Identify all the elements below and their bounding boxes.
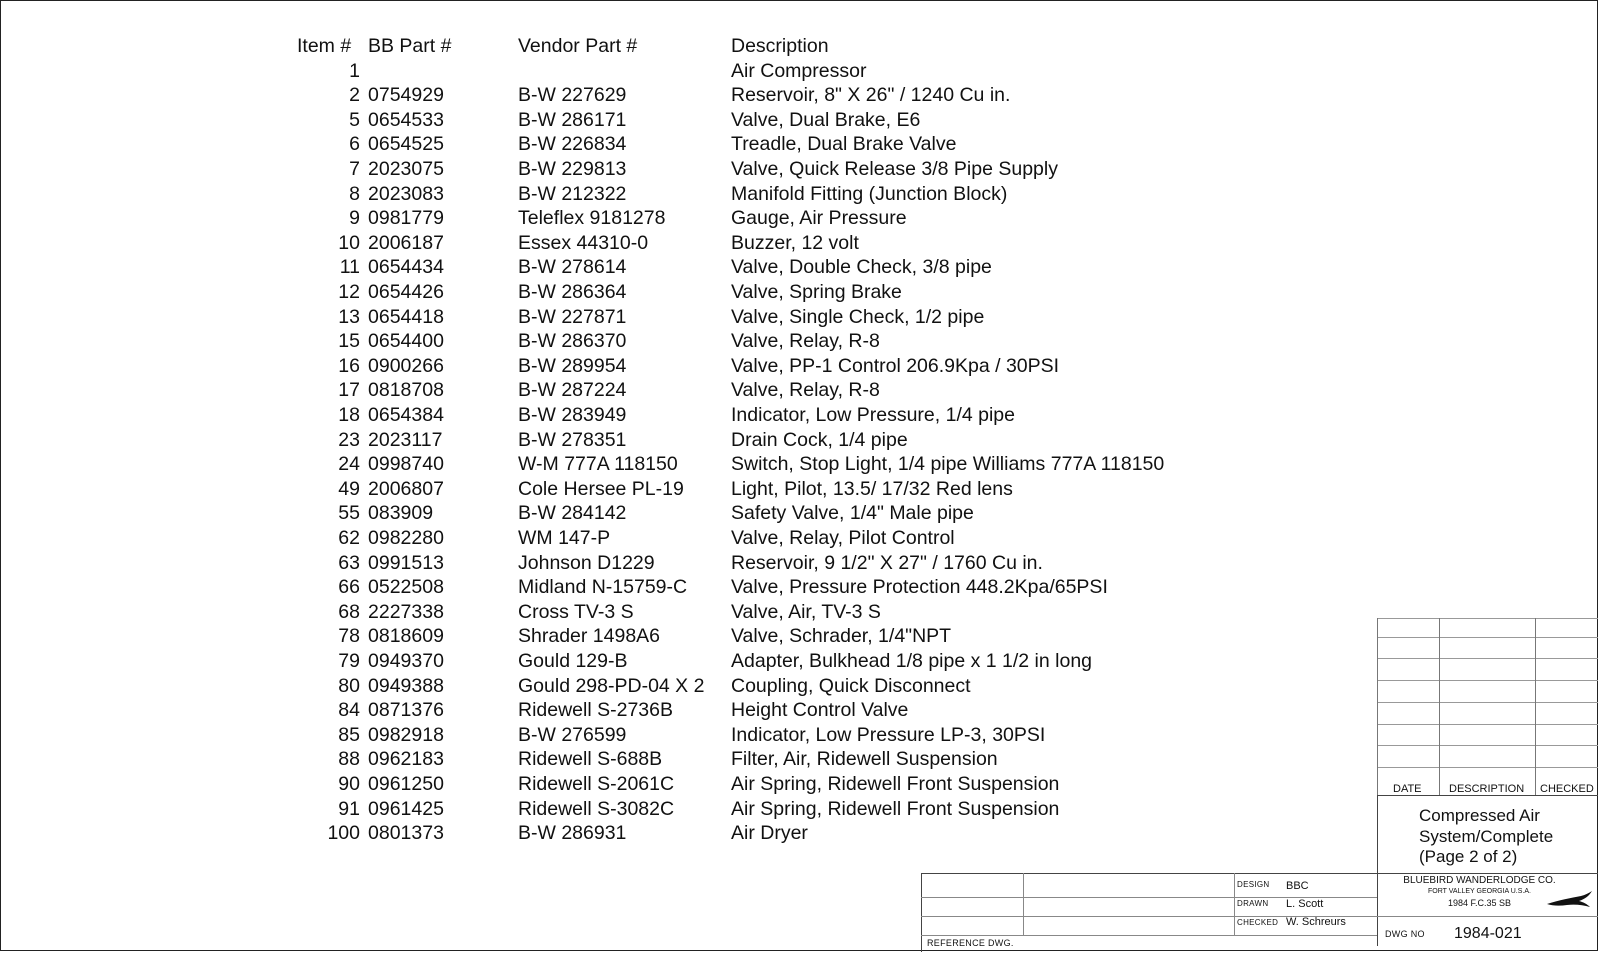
vendor-part-number: B-W 283949 — [518, 404, 627, 426]
bb-part-number: 0949388 — [368, 674, 444, 697]
part-description: Valve, Double Check, 3/8 pipe — [731, 256, 992, 279]
item-number: 8 — [349, 182, 360, 205]
bb-part-number: 0818708 — [368, 379, 444, 402]
vendor-part-number: Ridewell S-2736B — [518, 699, 674, 722]
revision-date-label: DATE — [1393, 783, 1422, 795]
table-row — [1, 649, 1251, 674]
vendor-part-number: Essex 44310-0 — [518, 231, 649, 254]
table-row — [1, 600, 1251, 625]
part-description: Valve, Relay, R-8 — [731, 330, 880, 353]
part-description: Valve, Single Check, 1/2 pipe — [731, 305, 985, 328]
drawing-title — [1419, 806, 1553, 868]
vendor-part-number: B-W 287224 — [518, 379, 627, 402]
item-number: 84 — [338, 699, 360, 722]
bb-part-number: 0818609 — [368, 625, 444, 648]
vendor-part-number: B-W 226834 — [518, 133, 627, 156]
vendor-part-number: Ridewell S-688B — [518, 748, 663, 771]
item-number: 7 — [349, 158, 360, 180]
revision-description-label: DESCRIPTION — [1449, 783, 1525, 795]
design-label: DESIGN — [1237, 880, 1270, 889]
part-description: Manifold Fitting (Junction Block) — [731, 182, 1008, 205]
vendor-part-number: B-W 286931 — [518, 822, 627, 845]
item-number: 85 — [338, 723, 360, 746]
part-description: Drain Cock, 1/4 pipe — [731, 428, 908, 451]
table-row — [1, 624, 1251, 649]
part-description: Indicator, Low Pressure, 1/4 pipe — [731, 404, 1015, 426]
part-description: Gauge, Air Pressure — [731, 207, 907, 230]
table-row — [1, 723, 1251, 748]
table-row — [1, 403, 1251, 428]
part-description: Air Dryer — [731, 822, 808, 845]
bb-part-number: 0522508 — [368, 576, 444, 599]
bb-part-number: 0962183 — [368, 748, 444, 771]
vendor-part-number: Ridewell S-2061C — [518, 773, 675, 795]
vendor-part-number: Gould 129-B — [518, 650, 628, 672]
table-row — [1, 108, 1251, 133]
part-description: Air Spring, Ridewell Front Suspension — [731, 773, 1060, 795]
bb-part-number: 2023083 — [368, 182, 444, 205]
bb-part-number: 0654434 — [368, 256, 444, 279]
vendor-part-number: B-W 276599 — [518, 723, 627, 746]
table-row — [1, 231, 1251, 256]
drawn-value: L. Scott — [1286, 898, 1324, 910]
part-description: Valve, Dual Brake, E6 — [731, 108, 921, 131]
part-description: Adapter, Bulkhead 1/8 pipe x 1 1/2 in long — [731, 650, 1093, 672]
bb-part-number: 0998740 — [368, 453, 444, 476]
table-row — [1, 674, 1251, 699]
vendor-part-number: Johnson D1229 — [518, 551, 655, 574]
part-description: Reservoir, 9 1/2" X 27" / 1760 Cu in. — [731, 551, 1043, 574]
bb-part-number: 0654384 — [368, 404, 444, 426]
item-number: 13 — [338, 305, 360, 328]
item-number: 66 — [338, 576, 360, 599]
part-description: Height Control Valve — [731, 699, 909, 722]
item-number: 9 — [349, 207, 360, 230]
table-row — [1, 329, 1251, 354]
part-description: Filter, Air, Ridewell Suspension — [731, 748, 998, 771]
company-name: BLUEBIRD WANDERLODGE CO. — [1403, 875, 1556, 886]
vendor-part-number: B-W 227871 — [518, 305, 627, 328]
bb-part-number: 0654400 — [368, 330, 444, 353]
item-number: 90 — [338, 773, 360, 795]
table-row — [1, 59, 1251, 84]
item-number: 55 — [338, 502, 360, 525]
part-description: Air Compressor — [731, 59, 867, 82]
title-line-3: (Page 2 of 2) — [1419, 847, 1518, 866]
table-row — [1, 206, 1251, 231]
vendor-part-number: Midland N-15759-C — [518, 576, 688, 599]
part-description: Treadle, Dual Brake Valve — [731, 133, 957, 156]
vendor-part-number: B-W 286370 — [518, 330, 627, 353]
bb-part-number: 0982918 — [368, 723, 444, 746]
table-row — [1, 452, 1251, 477]
vendor-part-number: W-M 777A 118150 — [518, 453, 678, 476]
table-row — [1, 255, 1251, 280]
revision-checked-label: CHECKED — [1540, 783, 1594, 795]
item-number: 49 — [338, 477, 360, 500]
bb-part-number: 0801373 — [368, 822, 444, 845]
item-number: 5 — [349, 108, 360, 131]
model-designation: 1984 F.C.35 SB — [1447, 898, 1512, 908]
vendor-part-number: B-W 278614 — [518, 256, 627, 279]
checked-label: CHECKED — [1237, 918, 1279, 927]
table-row — [1, 280, 1251, 305]
reference-dwg-label: REFERENCE DWG. — [927, 938, 1014, 948]
vendor-part-header: Vendor Part # — [518, 35, 638, 57]
table-row — [1, 378, 1251, 403]
table-row — [1, 428, 1251, 453]
checked-value: W. Schreurs — [1286, 916, 1346, 928]
item-number: 100 — [327, 822, 360, 845]
item-number: 78 — [338, 625, 360, 648]
item-number: 63 — [338, 551, 360, 574]
dwg-no-value: 1984-021 — [1454, 925, 1522, 942]
bb-part-number: 0961250 — [368, 773, 444, 795]
company-location: FORT VALLEY GEORGIA U.S.A. — [1428, 888, 1531, 895]
bb-part-number: 0654426 — [368, 281, 444, 303]
table-row — [1, 477, 1251, 502]
part-description: Valve, Air, TV-3 S — [731, 600, 881, 623]
table-row — [1, 182, 1251, 207]
drawn-label: DRAWN — [1237, 899, 1269, 908]
part-description: Indicator, Low Pressure LP-3, 30PSI — [731, 723, 1046, 746]
description-header: Description — [731, 35, 829, 57]
table-row — [1, 305, 1251, 330]
item-number: 23 — [338, 428, 360, 451]
bb-part-number: 0982280 — [368, 527, 444, 549]
part-description: Valve, Spring Brake — [731, 281, 902, 303]
table-row — [1, 772, 1251, 797]
item-number: 6 — [349, 133, 360, 156]
title-line-2: System/Complete — [1419, 826, 1554, 846]
bird-logo-icon — [1545, 890, 1593, 917]
vendor-part-number: B-W 212322 — [518, 182, 627, 205]
table-row — [1, 797, 1251, 822]
table-row — [1, 501, 1251, 526]
item-number: 18 — [338, 404, 360, 426]
vendor-part-number: Cross TV-3 S — [518, 600, 634, 623]
bb-part-number: 0754929 — [368, 84, 444, 107]
vendor-part-number: Shrader 1498A6 — [518, 625, 661, 648]
design-value: BBC — [1286, 880, 1309, 892]
vendor-part-number: B-W 278351 — [518, 428, 627, 451]
item-number: 62 — [338, 527, 360, 549]
bb-part-number: 0981779 — [368, 207, 444, 230]
part-description: Valve, Relay, R-8 — [731, 379, 880, 402]
bb-part-number: 0654418 — [368, 305, 444, 328]
part-description: Buzzer, 12 volt — [731, 231, 859, 254]
title-line-1: Compressed Air — [1419, 806, 1540, 825]
table-row — [1, 354, 1251, 379]
item-number: 11 — [339, 256, 360, 279]
item-number-header: Item # — [297, 35, 352, 57]
part-description: Valve, Relay, Pilot Control — [731, 527, 955, 549]
item-number: 1 — [349, 59, 360, 82]
bb-part-number: 2023075 — [368, 158, 444, 180]
table-row — [1, 698, 1251, 723]
table-row — [1, 821, 1251, 846]
part-description: Valve, Schrader, 1/4"NPT — [731, 625, 952, 648]
part-description: Valve, Pressure Protection 448.2Kpa/65PSI — [731, 576, 1108, 599]
part-description: Coupling, Quick Disconnect — [731, 674, 971, 697]
vendor-part-number: Ridewell S-3082C — [518, 797, 675, 820]
vendor-part-number: B-W 289954 — [518, 354, 627, 377]
item-number: 2 — [349, 84, 360, 107]
bb-part-number: 2227338 — [368, 600, 444, 623]
vendor-part-number: Teleflex 9181278 — [518, 207, 666, 230]
item-number: 79 — [338, 650, 360, 672]
dwg-no-label: DWG NO — [1385, 929, 1425, 939]
item-number: 91 — [338, 797, 360, 820]
table-row — [1, 83, 1251, 108]
bb-part-number: 2006187 — [368, 231, 444, 254]
part-description: Valve, Quick Release 3/8 Pipe Supply — [731, 158, 1058, 180]
vendor-part-number: B-W 286364 — [518, 281, 627, 303]
item-number: 10 — [338, 231, 360, 254]
parts-list-header — [1, 34, 1251, 59]
bb-part-number: 2006807 — [368, 477, 444, 500]
vendor-part-number: Gould 298-PD-04 X 2 — [518, 674, 705, 697]
table-row — [1, 526, 1251, 551]
item-number: 80 — [338, 674, 360, 697]
vendor-part-number: Cole Hersee PL-19 — [518, 477, 684, 500]
item-number: 12 — [338, 281, 360, 303]
vendor-part-number: B-W 284142 — [518, 502, 627, 525]
table-row — [1, 747, 1251, 772]
table-row — [1, 575, 1251, 600]
part-description: Safety Valve, 1/4" Male pipe — [731, 502, 974, 525]
bb-part-number: 0654525 — [368, 133, 444, 156]
part-description: Air Spring, Ridewell Front Suspension — [731, 797, 1060, 820]
bb-part-number: 0949370 — [368, 650, 444, 672]
vendor-part-number: B-W 229813 — [518, 158, 627, 180]
part-description: Reservoir, 8" X 26" / 1240 Cu in. — [731, 84, 1011, 107]
item-number: 15 — [338, 330, 360, 353]
bb-part-number: 2023117 — [368, 428, 443, 451]
bb-part-header: BB Part # — [368, 35, 452, 57]
item-number: 68 — [338, 600, 360, 623]
table-row — [1, 157, 1251, 182]
item-number: 88 — [338, 748, 360, 771]
bb-part-number: 0991513 — [368, 551, 444, 574]
vendor-part-number: B-W 286171 — [518, 108, 627, 131]
table-row — [1, 132, 1251, 157]
bb-part-number: 083909 — [368, 502, 434, 525]
part-description: Switch, Stop Light, 1/4 pipe Williams 777A 118150 — [731, 453, 1165, 476]
bb-part-number: 0871376 — [368, 699, 444, 722]
part-description: Light, Pilot, 13.5/ 17/32 Red lens — [731, 477, 1013, 500]
table-row — [1, 551, 1251, 576]
bb-part-number: 0900266 — [368, 354, 444, 377]
vendor-part-number: B-W 227629 — [518, 84, 627, 107]
bb-part-number: 0654533 — [368, 108, 444, 131]
item-number: 17 — [338, 379, 360, 402]
bb-part-number: 0961425 — [368, 797, 444, 820]
item-number: 16 — [338, 354, 360, 377]
item-number: 24 — [338, 453, 360, 476]
vendor-part-number: WM 147-P — [518, 527, 611, 549]
part-description: Valve, PP-1 Control 206.9Kpa / 30PSI — [731, 354, 1060, 377]
revision-block — [1377, 618, 1598, 796]
